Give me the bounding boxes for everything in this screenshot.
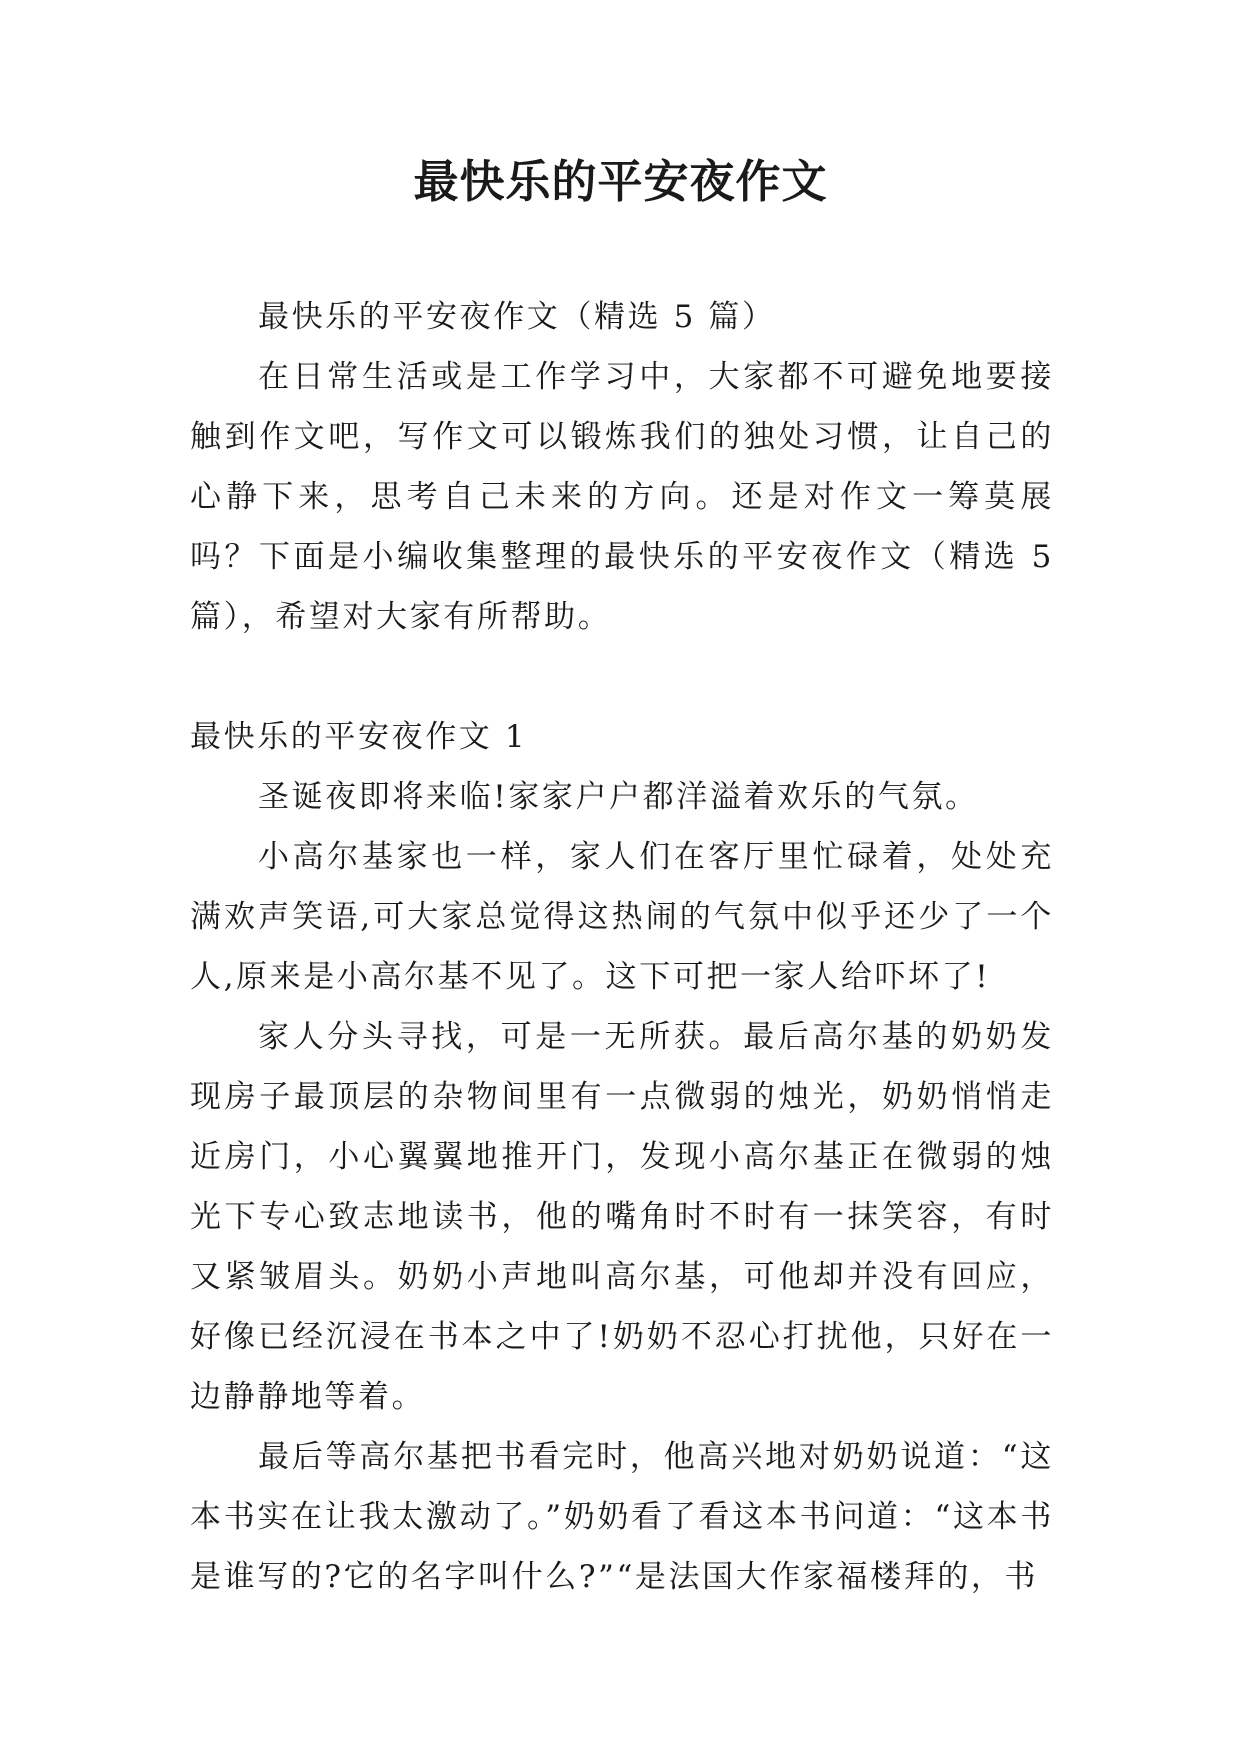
intro-paragraph: 在日常生活或是工作学习中，大家都不可避免地要接触到作文吧，写作文可以锻炼我们的独处习惯，让自己的心静下来，思考自己未来的方向。还是对作文一筹莫展吗？下面是小编收集整理的最快乐的平安夜作文（精选 5 篇），希望对大家有所帮助。 — [190, 359, 1054, 635]
section-heading: 最快乐的平安夜作文 1 — [190, 719, 528, 755]
body-paragraph: 小高尔基家也一样，家人们在客厅里忙碌着，处处充满欢声笑语,可大家总觉得这热闹的气氛中似乎还少了一个人,原来是小高尔基不见了。这下可把一家人给吓坏了! — [190, 839, 1054, 995]
document-body — [190, 287, 1054, 1607]
body-paragraph: 最后等高尔基把书看完时，他高兴地对奶奶说道：“这本书实在让我太激动了。”奶奶看了看这本书问道：“这本书是谁写的?它的名字叫什么?”“是法国大作家福楼拜的，书 — [190, 1439, 1054, 1595]
body-paragraph: 家人分头寻找，可是一无所获。最后高尔基的奶奶发现房子最顶层的杂物间里有一点微弱的烛光，奶奶悄悄走近房门，小心翼翼地推开门，发现小高尔基正在微弱的烛光下专心致志地读书，他的嘴角时不时有一抹笑容，有时又紧皱眉头。奶奶小声地叫高尔基，可他却并没有回应，好像已经沉浸在书本之中了!奶奶不忍心打扰他，只好在一边静静地等着。 — [190, 1019, 1054, 1415]
document-title: 最快乐的平安夜作文 — [413, 155, 828, 208]
document-subtitle: 最快乐的平安夜作文（精选 5 篇） — [258, 299, 776, 335]
body-paragraph: 圣诞夜即将来临!家家户户都洋溢着欢乐的气氛。 — [258, 779, 979, 815]
section-spacer — [190, 647, 1054, 707]
